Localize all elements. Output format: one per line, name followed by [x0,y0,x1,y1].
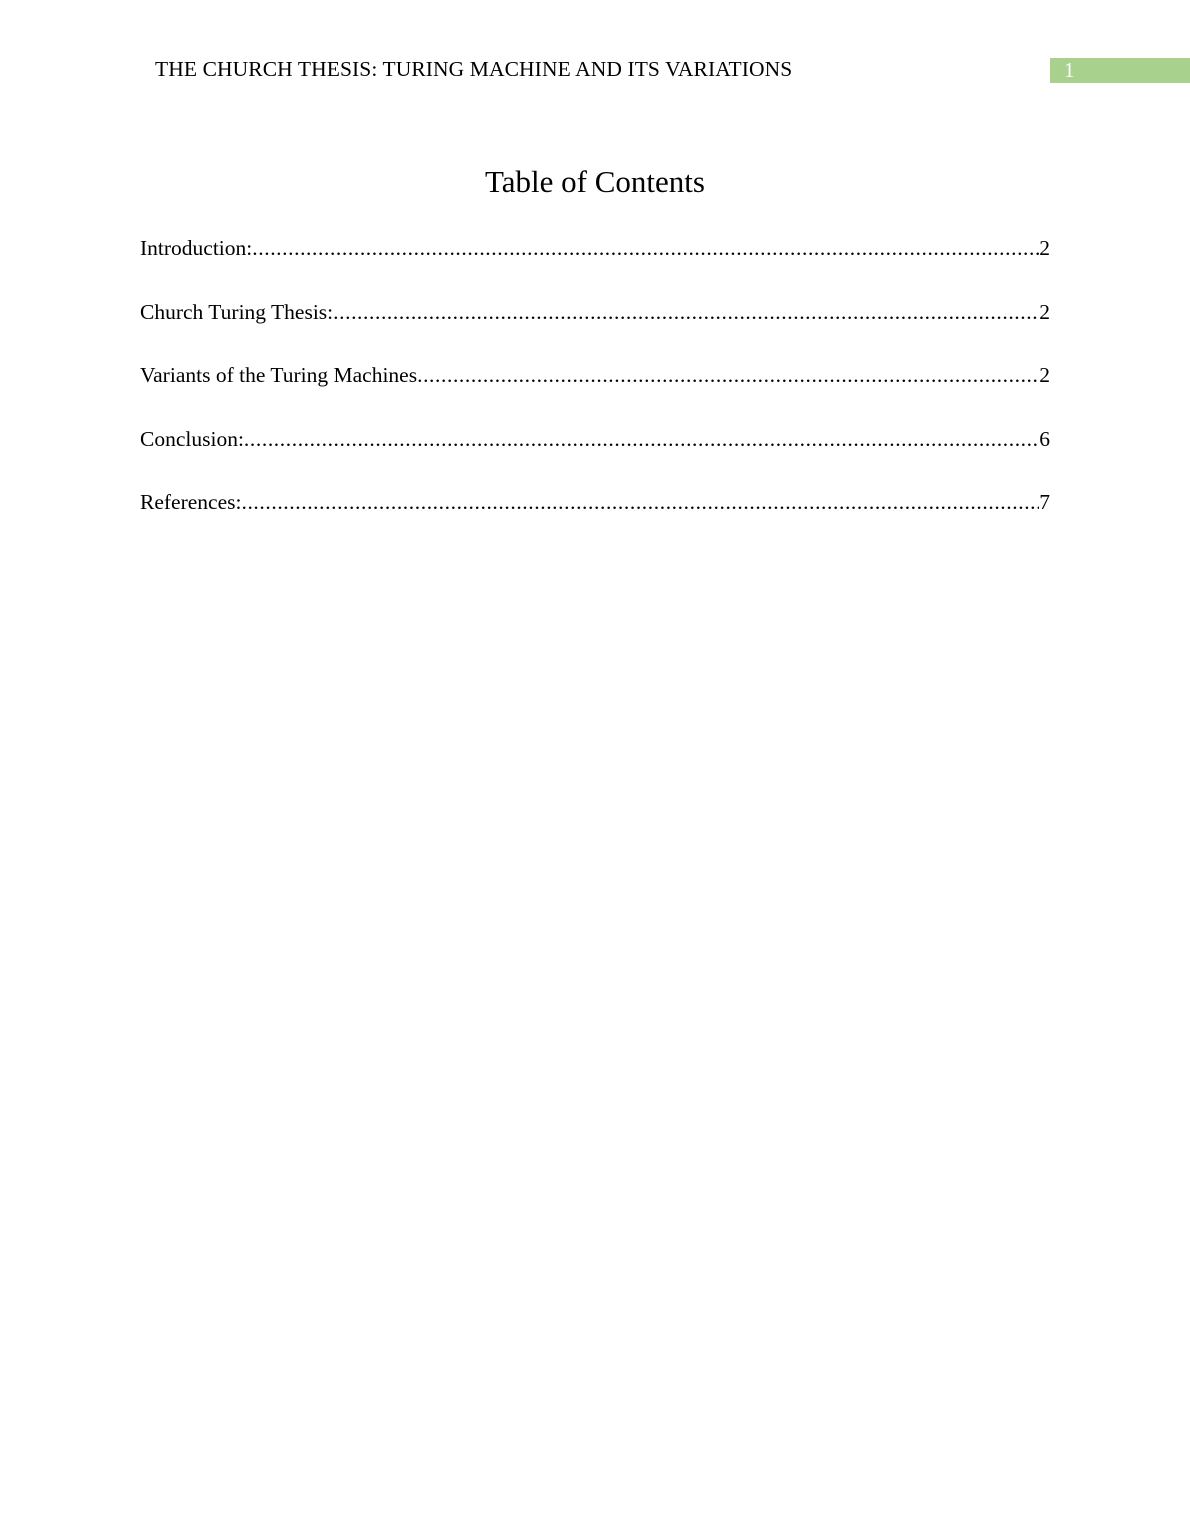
page-number: 1 [1064,58,1075,82]
toc-entry-variants[interactable] [140,357,1050,421]
running-head: THE CHURCH THESIS: TURING MACHINE AND ITS VARIATIONS [155,57,793,81]
toc-entry-conclusion[interactable] [140,421,1050,485]
toc-entry-label: Conclusion: [140,426,244,451]
toc-dot-leader [333,294,1039,330]
toc-entry-label: Church Turing Thesis: [140,299,334,324]
toc-entry-church-turing-thesis[interactable] [140,294,1050,358]
toc-entry-page: 2 [1039,236,1050,260]
toc-dot-leader [417,357,1039,393]
toc-entry-label: Variants of the Turing Machines [140,363,418,387]
toc-title: Table of Contents [485,164,705,199]
toc-dot-leader [244,421,1039,457]
toc-list [140,230,1050,548]
toc-entry-page: 2 [1039,299,1050,324]
toc-entry-page: 6 [1039,426,1050,451]
toc-dot-leader [252,230,1039,266]
toc-entry-page: 7 [1039,490,1050,514]
toc-entry-label: References: [140,490,242,514]
toc-entry-introduction[interactable] [140,230,1050,294]
toc-entry-page: 2 [1039,363,1050,387]
toc-entry-references[interactable] [140,484,1050,548]
page-header [0,0,1190,100]
page-number-box [1050,58,1190,83]
toc-entry-label: Introduction: [140,236,253,260]
toc-dot-leader [241,484,1039,520]
